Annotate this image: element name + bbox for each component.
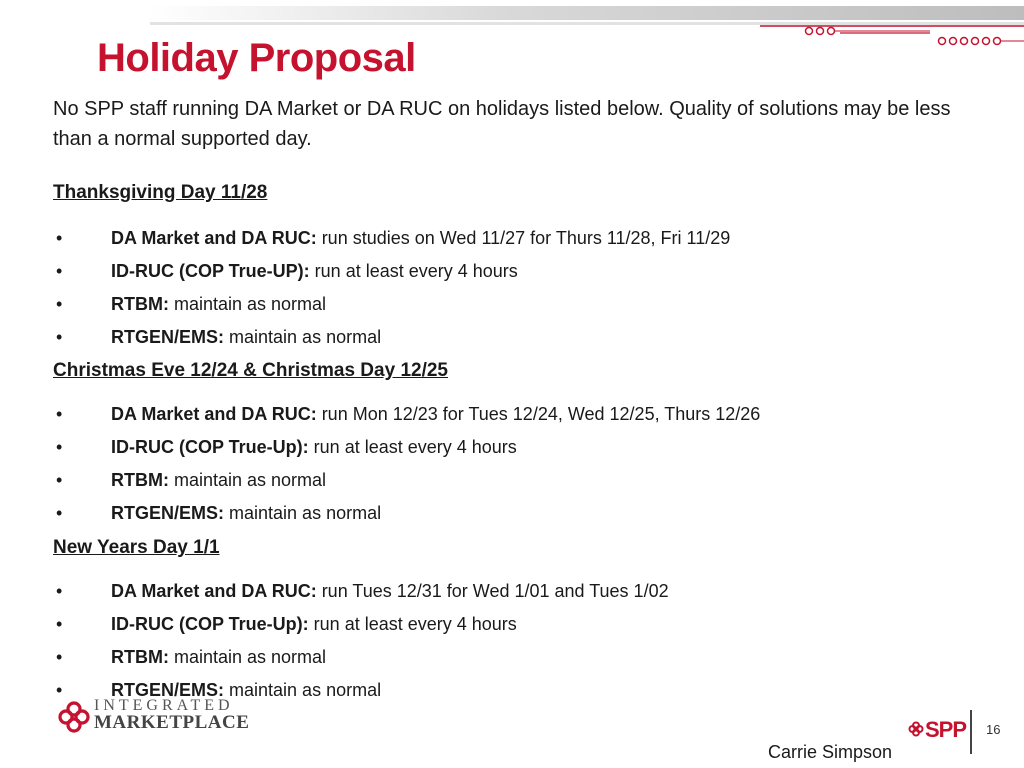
spp-logo [908, 715, 967, 745]
bullet-icon: • [56, 470, 63, 490]
item-label: RTBM: [111, 294, 169, 314]
item-label: ID-RUC (COP True-Up): [111, 614, 309, 634]
bullet-icon: • [56, 581, 63, 601]
intro-paragraph: No SPP staff running DA Market or DA RUC on holidays listed below. Quality of solutions may be less than a normal supported day. [53, 98, 951, 150]
bullet-icon: • [56, 228, 63, 248]
item-text: run Tues 12/31 for Wed 1/01 and Tues 1/02 [316, 581, 669, 601]
page-number: 16 [986, 722, 1001, 737]
spp-logo-icon [908, 721, 924, 737]
item-text: run Mon 12/23 for Tues 12/24, Wed 12/25, Thurs 12/26 [316, 404, 761, 424]
bullet-icon: • [56, 680, 63, 700]
section-heading-new-years: New Years Day 1/1 [53, 537, 220, 558]
item-text: run at least every 4 hours [308, 614, 517, 634]
bullet-icon: • [56, 294, 63, 314]
slide-title: Holiday Proposal [97, 36, 416, 80]
bullet-icon: • [56, 404, 63, 424]
bullet-icon: • [56, 437, 63, 457]
integrated-marketplace-logo-icon [58, 701, 90, 733]
item-label: RTGEN/EMS: [111, 680, 225, 700]
logo-line-integrated: INTEGRATED [94, 697, 234, 714]
item-text: run at least every 4 hours [309, 261, 518, 281]
item-text: maintain as normal [224, 327, 382, 347]
bullet-icon: • [56, 503, 63, 523]
spp-logo-text: SPP [925, 717, 967, 742]
logo-line-marketplace: MARKETPLACE [94, 712, 250, 733]
integrated-marketplace-logo [58, 697, 248, 739]
item-label: DA Market and DA RUC: [111, 581, 317, 601]
item-text: run at least every 4 hours [308, 437, 517, 457]
item-text: maintain as normal [168, 647, 327, 667]
footer-divider [970, 710, 972, 754]
item-text: maintain as normal [224, 503, 382, 523]
bullet-icon: • [56, 614, 63, 634]
section-heading-thanksgiving: Thanksgiving Day 11/28 [53, 182, 268, 203]
item-label: RTGEN/EMS: [111, 503, 225, 523]
bullet-icon: • [56, 327, 63, 347]
section-heading-christmas: Christmas Eve 12/24 & Christmas Day 12/25 [53, 360, 448, 381]
item-label: ID-RUC (COP True-UP): [111, 261, 310, 281]
author-name: Carrie Simpson [768, 742, 893, 762]
item-label: RTGEN/EMS: [111, 327, 225, 347]
item-label: ID-RUC (COP True-Up): [111, 437, 309, 457]
item-text: maintain as normal [224, 680, 382, 700]
item-label: DA Market and DA RUC: [111, 404, 317, 424]
item-label: RTBM: [111, 470, 169, 490]
item-label: RTBM: [111, 647, 169, 667]
item-text: run studies on Wed 11/27 for Thurs 11/28, Fri 11/29 [316, 228, 731, 248]
bullet-icon: • [56, 261, 63, 281]
bullet-icon: • [56, 647, 63, 667]
item-label: DA Market and DA RUC: [111, 228, 317, 248]
item-text: maintain as normal [168, 470, 327, 490]
item-text: maintain as normal [168, 294, 327, 314]
